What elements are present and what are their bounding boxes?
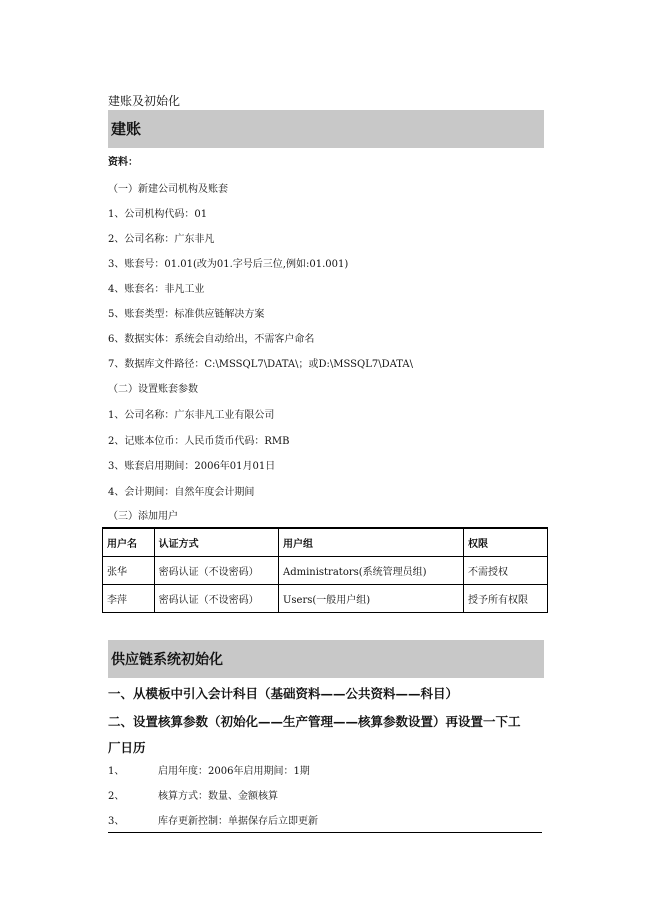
header-username: 用户名 [103,528,155,557]
document-title: 建账及初始化 [108,94,181,108]
cell-username: 李萍 [103,585,155,613]
materials-label: 资料： [108,157,138,168]
cell-permission: 不需授权 [464,557,548,585]
group1-title: （一）新建公司机构及账套 [108,184,228,195]
cell-permission: 授予所有权限 [464,585,548,613]
param-item-text: 启用年度：2006年启用期间：1期 [158,766,310,777]
table-row [103,557,548,585]
param-item-text: 核算方式：数量、金额核算 [158,791,278,802]
param-item-3 [108,812,318,827]
header-auth-method: 认证方式 [154,528,278,557]
group1-item-3: 3、账套号：01.01(改为01.字号后三位,例如:01.001) [108,259,349,270]
cell-auth-method: 密码认证（不设密码） [154,585,278,613]
group1-item-5: 5、账套类型：标准供应链解决方案 [108,309,265,320]
param-item-2 [108,787,278,802]
group1-item-4: 4、账套名：非凡工业 [108,284,205,295]
group1-item-2: 2、公司名称：广东非凡 [108,234,215,245]
group2-item-1: 1、公司名称：广东非凡工业有限公司 [108,410,275,421]
param-item-1 [108,762,310,777]
step2-heading-line1: 二、设置核算参数（初始化——生产管理——核算参数设置）再设置一下工 [108,714,521,729]
group1-item-7: 7、数据库文件路径：C:\MSSQL7\DATA\；或D:\MSSQL7\DATA\ [108,359,413,370]
step2-heading-line2: 厂日历 [108,740,146,755]
header-user-group: 用户组 [278,528,463,557]
cell-auth-method: 密码认证（不设密码） [154,557,278,585]
group2-item-4: 4、会计期间：自然年度会计期间 [108,487,255,498]
table-row [103,585,548,613]
param-item-text: 库存更新控制：单据保存后立即更新 [158,816,318,827]
users-table-header-row [103,528,548,557]
group3-title: （三）添加用户 [108,511,178,522]
bottom-divider [108,832,542,833]
step1-heading: 一、从模板中引入会计科目（基础资料——公共资料——科目） [108,686,459,701]
users-table [102,527,548,613]
cell-username: 张华 [103,557,155,585]
section-header-jianzhang: 建账 [108,110,544,148]
param-item-number: 1、 [108,766,125,777]
group2-item-2: 2、记账本位币：人民币货币代码：RMB [108,436,290,447]
section-header-supply-chain-init: 供应链系统初始化 [108,640,544,678]
group2-title: （二）设置账套参数 [108,384,198,395]
param-item-number: 3、 [108,816,125,827]
group1-item-1: 1、公司机构代码：01 [108,209,208,220]
param-item-number: 2、 [108,791,125,802]
group2-item-3: 3、账套启用期间：2006年01月01日 [108,461,276,472]
group1-item-6: 6、数据实体：系统会自动给出，不需客户命名 [108,334,315,345]
header-permission: 权限 [464,528,548,557]
cell-user-group: Users(一般用户组) [278,585,463,613]
cell-user-group: Administrators(系统管理员组) [278,557,463,585]
